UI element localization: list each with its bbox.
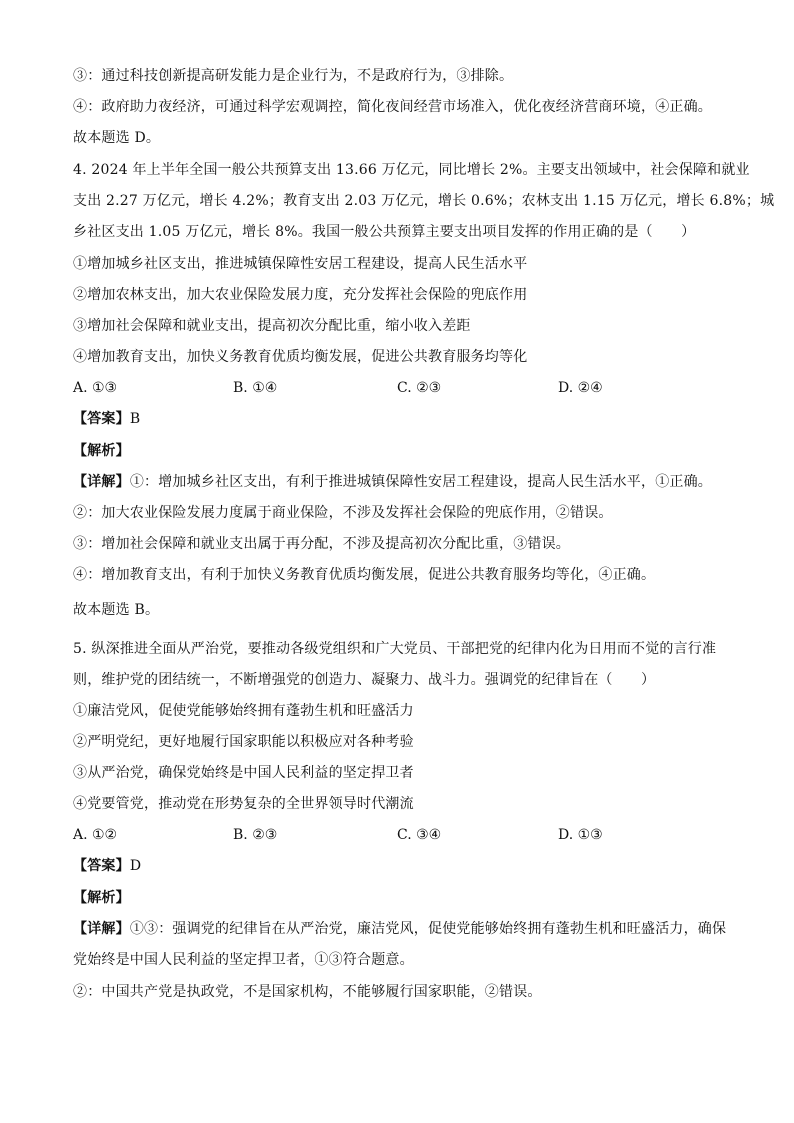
q4-option-b: B. ①④ — [233, 380, 278, 396]
q5-option-d: D. ①③ — [558, 827, 603, 843]
q5-detail-label: 【详解】 — [73, 921, 130, 937]
q4-item-1: ①增加城乡社区支出，推进城镇保障性安居工程建设，提高人民生活水平 — [73, 256, 528, 272]
q4-item-3: ③增加社会保障和就业支出，提高初次分配比重，缩小收入差距 — [73, 318, 471, 334]
q5-item-4: ④党要管党，推动党在形势复杂的全世界领导时代潮流 — [73, 796, 414, 812]
q5-item-3: ③从严治党，确保党始终是中国人民利益的坚定捍卫者 — [73, 765, 414, 781]
q5-answer-value: D — [129, 858, 142, 874]
q4-analysis-label — [73, 441, 733, 461]
q5-detail-line-3: ②：中国共产党是执政党，不是国家机构，不能够履行国家职能，②错误。 — [73, 984, 542, 1000]
q4-item-2: ②增加农林支出，加大农业保险发展力度，充分发挥社会保险的兜底作用 — [73, 287, 528, 303]
q4-conclusion: 故本题选 B。 — [73, 602, 160, 618]
q4-stem-line-2: 支出 2.27 万亿元，增长 4.2%；教育支出 2.03 万亿元，增长 0.6%；农林支出 1.15 万亿元，增长 6.8%；城 — [73, 193, 775, 209]
q5-answer-label: 【答案】 — [73, 858, 130, 874]
prev-analysis-line-3: ③：通过科技创新提高研发能力是企业行为，不是政府行为，③排除。 — [73, 68, 514, 84]
q5-item-1: ①廉洁党风，促使党能够始终拥有蓬勃生机和旺盛活力 — [73, 703, 414, 719]
q5-option-c: C. ③④ — [397, 827, 442, 843]
q4-detail-label: 【详解】 — [73, 474, 130, 490]
prev-conclusion: 故本题选 D。 — [73, 130, 161, 146]
q4-answer — [73, 409, 733, 429]
q5-item-2: ②严明党纪，更好地履行国家职能以积极应对各种考验 — [73, 734, 414, 750]
q4-stem-line-3: 乡社区支出 1.05 万亿元，增长 8%。我国一般公共预算主要支出项目发挥的作用正确的是（ ） — [73, 224, 696, 240]
q4-option-c: C. ②③ — [397, 380, 442, 396]
q4-detail-line-1 — [73, 472, 733, 492]
q4-detail-text-1: ①：增加城乡社区支出，有利于推进城镇保障性安居工程建设，提高人民生活水平，①正确。 — [129, 474, 713, 490]
q4-option-d: D. ②④ — [558, 380, 603, 396]
q4-analysis-tag: 【解析】 — [73, 443, 130, 459]
q5-option-b: B. ②③ — [233, 827, 278, 843]
q5-stem-line-1: 5. 纵深推进全面从严治党，要推动各级党组织和广大党员、干部把党的纪律内化为日用而不觉的言行准 — [73, 641, 717, 657]
q4-item-4: ④增加教育支出，加快义务教育优质均衡发展，促进公共教育服务均等化 — [73, 349, 528, 365]
q4-answer-label: 【答案】 — [73, 411, 130, 427]
q5-detail-line-1 — [73, 919, 733, 939]
q5-detail-line-2: 党始终是中国人民利益的坚定捍卫者，①③符合题意。 — [73, 952, 414, 968]
q4-answer-value: B — [129, 411, 141, 427]
q4-detail-line-4: ④：增加教育支出，有利于加快义务教育优质均衡发展，促进公共教育服务均等化，④正确。 — [73, 567, 656, 583]
q5-analysis-label — [73, 888, 733, 908]
q5-detail-text-1: ①③：强调党的纪律旨在从严治党，廉洁党风，促使党能够始终拥有蓬勃生机和旺盛活力，确保 — [129, 921, 727, 937]
q5-option-a: A. ①② — [73, 827, 118, 843]
q4-stem-line-1: 4. 2024 年上半年全国一般公共预算支出 13.66 万亿元，同比增长 2%。主要支出领域中，社会保障和就业 — [73, 162, 750, 178]
q4-detail-line-3: ③：增加社会保障和就业支出属于再分配，不涉及提高初次分配比重，③错误。 — [73, 536, 570, 552]
q5-answer — [73, 856, 733, 876]
q4-detail-line-2: ②：加大农业保险发展力度属于商业保险，不涉及发挥社会保险的兜底作用，②错误。 — [73, 505, 613, 521]
prev-analysis-line-4: ④：政府助力夜经济，可通过科学宏观调控，简化夜间经营市场准入，优化夜经济营商环境，④正确。 — [73, 99, 712, 115]
q5-stem-line-2: 则，维护党的团结统一，不断增强党的创造力、凝聚力、战斗力。强调党的纪律旨在（ ） — [73, 672, 656, 688]
q4-option-a: A. ①③ — [73, 380, 118, 396]
q5-analysis-tag: 【解析】 — [73, 890, 130, 906]
